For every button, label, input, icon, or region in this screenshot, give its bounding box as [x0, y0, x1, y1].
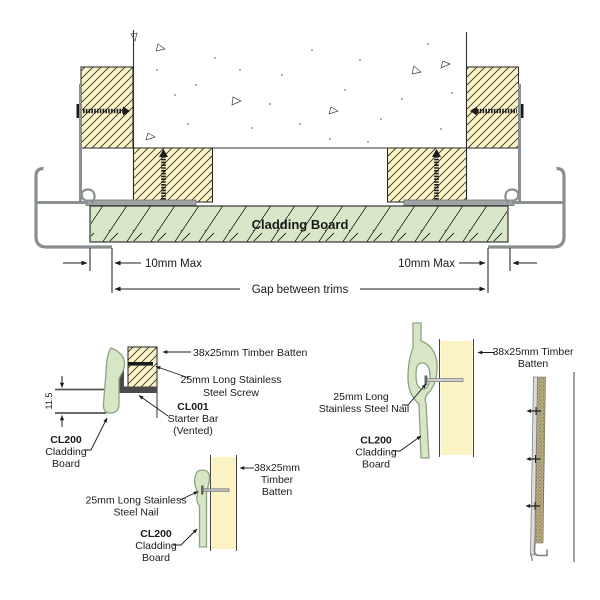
cl200-code: CL200: [140, 528, 172, 540]
leader-starter-bar: [139, 396, 168, 417]
timber-batten-upper-left: [81, 67, 133, 148]
cladding-board: [90, 206, 508, 242]
detail-c-timber-batten: [441, 341, 473, 455]
nail-label-line2: Steel Nail: [113, 506, 159, 519]
cl200-code: CL200: [360, 434, 392, 447]
timber-batten-lower-right: [388, 148, 467, 202]
nail-label-line2: Stainless Steel Nail: [318, 403, 410, 415]
hatch-overlay: [128, 347, 157, 390]
top-cross-section: [36, 30, 564, 296]
dim-10mm-right-text: 10mm Max: [398, 258, 455, 270]
starter-bar-label-line2: (Vented): [173, 425, 213, 437]
support-rail-left: [86, 200, 196, 206]
batten-label: 38x25mm Timber Batten: [193, 347, 308, 359]
detail-a-labels: [45, 347, 307, 470]
cladding-board-label: Cladding Board: [251, 217, 349, 232]
dimension-gap-between-trims: [115, 284, 485, 296]
timber-batten-lower-left: [134, 148, 213, 202]
detail-b-timber-batten: [212, 457, 237, 549]
cl200-label-line2: Board: [141, 552, 171, 564]
detail-starter-bar: [44, 347, 308, 470]
hatch-overlay: [134, 148, 213, 202]
detail-a-timber-batten: [128, 347, 157, 390]
cl200-joint-profiles: [408, 323, 437, 458]
detail-mid-fixing: [86, 455, 301, 564]
detail-b-labels: [86, 462, 301, 564]
hatch-overlay: [467, 67, 519, 148]
detail-a-screw: [128, 362, 153, 366]
hatch-overlay: [81, 67, 133, 148]
detail-side-elevation: [526, 372, 575, 562]
nail-label-line1: 25mm Long: [333, 391, 389, 403]
dim-gap-text: Gap between trims: [251, 284, 349, 296]
cl200-profile-section: [195, 470, 210, 547]
cl001-code: CL001: [177, 401, 209, 413]
cl200-label-line2: Board: [51, 458, 81, 470]
dimension-10mm-right: [398, 248, 537, 293]
dimension-10mm-left: [63, 248, 202, 293]
dimension-11-5: [44, 376, 62, 427]
support-rail-right: [404, 200, 514, 206]
nail-label-line1: 25mm Long Stainless: [85, 494, 187, 507]
hatch-overlay: [388, 148, 467, 202]
starter-bar-label-line1: Starter Bar: [167, 413, 219, 425]
batten-label-line3: Batten: [261, 486, 293, 498]
batten-label-line1: 38x25mm: [253, 462, 301, 474]
batten-label-line1: 38x25mm Timber: [492, 346, 574, 358]
dim-10mm-left-text: 10mm Max: [145, 258, 202, 270]
screw-label-line2: Steel Screw: [202, 387, 260, 399]
cl200-label-line1: Cladding: [355, 446, 397, 459]
leader-cl200: [393, 436, 421, 451]
cl200-label-line2: Board: [361, 458, 391, 471]
leader-cl200: [84, 418, 107, 450]
bottom-starter-hook: [534, 543, 547, 556]
timber-batten-upper-right: [467, 67, 519, 148]
batten-label-line2: Timber: [260, 474, 294, 486]
batten-label-line2: Batten: [517, 358, 549, 370]
cl200-label-line1: Cladding: [135, 540, 177, 552]
cl200-code: CL200: [50, 434, 82, 446]
screw-label-line1: 25mm Long Stainless: [180, 374, 282, 386]
dim-11-5-text: 11.5: [44, 392, 54, 410]
cl200-label-line1: Cladding: [45, 446, 87, 458]
concrete-speckles: [131, 33, 453, 143]
